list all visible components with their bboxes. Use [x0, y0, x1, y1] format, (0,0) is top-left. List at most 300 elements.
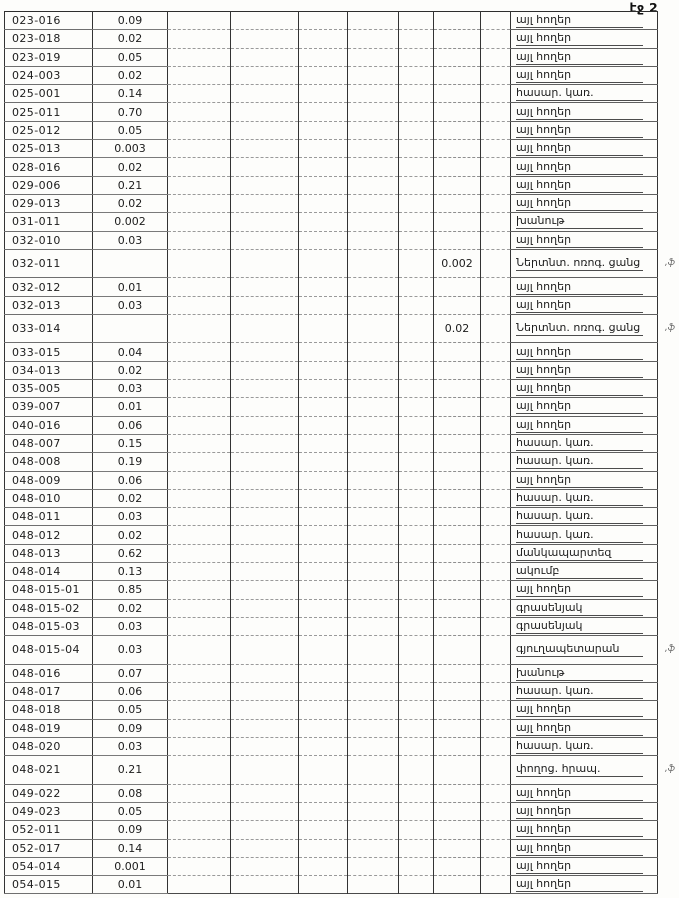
land-type-cell	[511, 30, 658, 48]
land-type-label: այլ հողեր	[516, 196, 643, 211]
empty-cell	[231, 278, 299, 296]
empty-cell	[231, 30, 299, 48]
empty-cell	[231, 636, 299, 665]
empty-cell	[481, 719, 511, 737]
land-type-cell	[511, 103, 658, 121]
area-value: 0.02	[93, 66, 168, 84]
land-type-cell	[511, 398, 658, 416]
table-row	[5, 617, 658, 635]
empty-cell	[299, 194, 348, 212]
land-type-label: այլ հողեր	[516, 822, 643, 837]
land-type-label: այլ հողեր	[516, 702, 643, 717]
empty-cell	[168, 416, 231, 434]
parcel-id: 033-015	[5, 343, 93, 361]
empty-cell	[168, 489, 231, 507]
land-type-label: այլ հողեր	[516, 582, 643, 597]
area-value: 0.01	[93, 876, 168, 894]
land-type-cell	[511, 617, 658, 635]
area-value	[93, 314, 168, 343]
area-value: 0.13	[93, 563, 168, 581]
area-value: 0.03	[93, 508, 168, 526]
land-type-cell	[511, 719, 658, 737]
empty-cell	[399, 158, 434, 176]
parcel-id: 034-013	[5, 361, 93, 379]
parcel-id: 048-015-03	[5, 617, 93, 635]
parcel-id: 048-020	[5, 737, 93, 755]
table-row	[5, 30, 658, 48]
secondary-area-value	[434, 876, 481, 894]
parcel-id: 048-009	[5, 471, 93, 489]
table-row	[5, 231, 658, 249]
empty-cell	[299, 857, 348, 875]
table-row	[5, 398, 658, 416]
land-type-cell	[511, 683, 658, 701]
empty-cell	[348, 48, 399, 66]
empty-cell	[348, 636, 399, 665]
table-row	[5, 471, 658, 489]
secondary-area-value	[434, 231, 481, 249]
empty-cell	[399, 664, 434, 682]
secondary-area-value	[434, 756, 481, 785]
area-value: 0.002	[93, 213, 168, 231]
empty-cell	[399, 176, 434, 194]
secondary-area-value	[434, 48, 481, 66]
empty-cell	[168, 701, 231, 719]
empty-cell	[481, 701, 511, 719]
land-type-label: հասար. կառ.	[516, 528, 643, 543]
land-type-label: ակումբ	[516, 564, 643, 579]
empty-cell	[348, 784, 399, 802]
secondary-area-value	[434, 471, 481, 489]
land-type-cell	[511, 380, 658, 398]
empty-cell	[231, 314, 299, 343]
empty-cell	[299, 821, 348, 839]
land-type-cell	[511, 857, 658, 875]
land-type-cell	[511, 471, 658, 489]
parcel-id: 048-015-01	[5, 581, 93, 599]
empty-cell	[348, 876, 399, 894]
empty-cell	[168, 12, 231, 30]
empty-cell	[231, 453, 299, 471]
land-type-cell	[511, 176, 658, 194]
secondary-area-value: 0.002	[434, 249, 481, 278]
empty-cell	[481, 296, 511, 314]
empty-cell	[231, 719, 299, 737]
empty-cell	[481, 66, 511, 84]
land-type-cell	[511, 121, 658, 139]
empty-cell	[168, 599, 231, 617]
empty-cell	[231, 839, 299, 857]
empty-cell	[481, 617, 511, 635]
empty-cell	[299, 453, 348, 471]
empty-cell	[231, 701, 299, 719]
table-row	[5, 821, 658, 839]
area-value: 0.15	[93, 434, 168, 452]
secondary-area-value	[434, 701, 481, 719]
land-type-label: այլ հողեր	[516, 178, 643, 193]
land-type-cell	[511, 784, 658, 802]
empty-cell	[299, 231, 348, 249]
empty-cell	[481, 213, 511, 231]
parcel-id: 032-011	[5, 249, 93, 278]
empty-cell	[348, 489, 399, 507]
parcel-id: 033-014	[5, 314, 93, 343]
secondary-area-value	[434, 664, 481, 682]
empty-cell	[348, 343, 399, 361]
land-type-cell	[511, 563, 658, 581]
table-row	[5, 636, 658, 665]
area-value: 0.85	[93, 581, 168, 599]
empty-cell	[399, 249, 434, 278]
empty-cell	[481, 12, 511, 30]
empty-cell	[399, 526, 434, 544]
empty-cell	[399, 544, 434, 562]
empty-cell	[399, 617, 434, 635]
land-type-label: այլ հողեր	[516, 141, 643, 156]
area-value: 0.01	[93, 278, 168, 296]
empty-cell	[299, 103, 348, 121]
parcel-id: 048-011	[5, 508, 93, 526]
empty-cell	[231, 48, 299, 66]
table-row	[5, 296, 658, 314]
empty-cell	[481, 581, 511, 599]
empty-cell	[231, 489, 299, 507]
margin-annotation-mark: ,ֆ	[664, 323, 675, 334]
empty-cell	[481, 121, 511, 139]
empty-cell	[299, 416, 348, 434]
land-type-cell	[511, 85, 658, 103]
empty-cell	[399, 66, 434, 84]
empty-cell	[481, 636, 511, 665]
empty-cell	[168, 398, 231, 416]
area-value: 0.07	[93, 664, 168, 682]
empty-cell	[399, 756, 434, 785]
empty-cell	[168, 664, 231, 682]
empty-cell	[168, 213, 231, 231]
empty-cell	[399, 599, 434, 617]
secondary-area-value	[434, 416, 481, 434]
secondary-area-value	[434, 719, 481, 737]
land-type-label: այլ հողեր	[516, 298, 643, 313]
empty-cell	[348, 12, 399, 30]
land-type-cell	[511, 701, 658, 719]
empty-cell	[481, 343, 511, 361]
empty-cell	[231, 213, 299, 231]
empty-cell	[231, 526, 299, 544]
empty-cell	[231, 380, 299, 398]
empty-cell	[348, 121, 399, 139]
empty-cell	[481, 85, 511, 103]
empty-cell	[481, 821, 511, 839]
empty-cell	[481, 508, 511, 526]
empty-cell	[399, 213, 434, 231]
parcel-id: 048-017	[5, 683, 93, 701]
empty-cell	[168, 737, 231, 755]
empty-cell	[481, 544, 511, 562]
empty-cell	[399, 343, 434, 361]
land-type-label: Ներտնտ. ոռոգ. ցանց	[516, 321, 643, 336]
empty-cell	[348, 508, 399, 526]
land-type-label: հասար. կառ.	[516, 86, 643, 101]
empty-cell	[348, 756, 399, 785]
empty-cell	[168, 526, 231, 544]
empty-cell	[348, 434, 399, 452]
empty-cell	[168, 103, 231, 121]
land-type-label: այլ հողեր	[516, 50, 643, 65]
empty-cell	[399, 839, 434, 857]
empty-cell	[299, 701, 348, 719]
empty-cell	[348, 158, 399, 176]
table-row	[5, 278, 658, 296]
parcel-id: 025-011	[5, 103, 93, 121]
empty-cell	[168, 121, 231, 139]
empty-cell	[299, 581, 348, 599]
empty-cell	[299, 314, 348, 343]
parcel-id: 048-012	[5, 526, 93, 544]
empty-cell	[231, 664, 299, 682]
land-type-cell	[511, 249, 675, 278]
empty-cell	[168, 314, 231, 343]
empty-cell	[399, 719, 434, 737]
empty-cell	[481, 453, 511, 471]
area-value: 0.06	[93, 416, 168, 434]
land-type-cell	[511, 599, 658, 617]
empty-cell	[348, 380, 399, 398]
empty-cell	[299, 508, 348, 526]
empty-cell	[399, 876, 434, 894]
table-row	[5, 664, 658, 682]
secondary-area-value	[434, 194, 481, 212]
empty-cell	[168, 876, 231, 894]
land-type-label: այլ հողեր	[516, 280, 643, 295]
secondary-area-value	[434, 278, 481, 296]
parcel-id: 025-012	[5, 121, 93, 139]
empty-cell	[348, 599, 399, 617]
secondary-area-value	[434, 581, 481, 599]
land-type-label: այլ հողեր	[516, 13, 643, 28]
empty-cell	[399, 380, 434, 398]
land-type-label: այլ հողեր	[516, 31, 643, 46]
land-type-label: այլ հողեր	[516, 877, 643, 892]
empty-cell	[168, 471, 231, 489]
land-type-cell	[511, 140, 658, 158]
land-parcel-table	[4, 11, 675, 894]
empty-cell	[399, 802, 434, 820]
empty-cell	[399, 453, 434, 471]
empty-cell	[231, 617, 299, 635]
empty-cell	[399, 30, 434, 48]
area-value: 0.003	[93, 140, 168, 158]
land-type-cell	[511, 278, 658, 296]
empty-cell	[299, 296, 348, 314]
empty-cell	[231, 756, 299, 785]
empty-cell	[231, 103, 299, 121]
empty-cell	[348, 821, 399, 839]
area-value: 0.001	[93, 857, 168, 875]
table-row	[5, 581, 658, 599]
parcel-id: 048-010	[5, 489, 93, 507]
land-type-cell	[511, 361, 658, 379]
empty-cell	[168, 249, 231, 278]
table-row	[5, 508, 658, 526]
table-row	[5, 563, 658, 581]
parcel-id: 048-015-04	[5, 636, 93, 665]
empty-cell	[399, 821, 434, 839]
area-value: 0.05	[93, 121, 168, 139]
land-type-cell	[511, 636, 675, 665]
empty-cell	[168, 176, 231, 194]
empty-cell	[231, 876, 299, 894]
empty-cell	[231, 599, 299, 617]
secondary-area-value	[434, 343, 481, 361]
empty-cell	[168, 802, 231, 820]
empty-cell	[299, 398, 348, 416]
area-value: 0.21	[93, 176, 168, 194]
parcel-id: 048-014	[5, 563, 93, 581]
table-row	[5, 176, 658, 194]
area-value: 0.19	[93, 453, 168, 471]
table-row	[5, 103, 658, 121]
table-row	[5, 599, 658, 617]
margin-annotation-mark: ,ֆ	[664, 258, 675, 269]
empty-cell	[348, 471, 399, 489]
area-value: 0.05	[93, 701, 168, 719]
empty-cell	[168, 784, 231, 802]
table-row	[5, 343, 658, 361]
land-type-cell	[511, 416, 658, 434]
empty-cell	[168, 434, 231, 452]
land-type-cell	[511, 12, 658, 30]
empty-cell	[348, 581, 399, 599]
parcel-id: 048-019	[5, 719, 93, 737]
page-number: էջ 2	[629, 0, 658, 15]
table-row	[5, 784, 658, 802]
area-value: 0.02	[93, 526, 168, 544]
land-type-label: հասար. կառ.	[516, 739, 643, 754]
empty-cell	[231, 66, 299, 84]
land-type-cell	[511, 434, 658, 452]
empty-cell	[299, 434, 348, 452]
empty-cell	[231, 361, 299, 379]
empty-cell	[231, 12, 299, 30]
secondary-area-value	[434, 737, 481, 755]
land-type-cell	[511, 296, 658, 314]
land-type-cell	[511, 581, 658, 599]
empty-cell	[231, 544, 299, 562]
area-value: 0.01	[93, 398, 168, 416]
parcel-id: 049-022	[5, 784, 93, 802]
empty-cell	[348, 453, 399, 471]
empty-cell	[299, 876, 348, 894]
empty-cell	[231, 802, 299, 820]
empty-cell	[481, 416, 511, 434]
parcel-id: 048-008	[5, 453, 93, 471]
land-type-cell	[511, 802, 658, 820]
empty-cell	[168, 839, 231, 857]
parcel-id: 052-011	[5, 821, 93, 839]
table-row	[5, 380, 658, 398]
parcel-id: 032-010	[5, 231, 93, 249]
land-type-cell	[511, 231, 658, 249]
empty-cell	[299, 683, 348, 701]
table-row	[5, 249, 658, 278]
empty-cell	[348, 398, 399, 416]
parcel-id: 048-016	[5, 664, 93, 682]
parcel-id: 029-006	[5, 176, 93, 194]
land-type-label: այլ հողեր	[516, 786, 643, 801]
empty-cell	[231, 683, 299, 701]
table-row	[5, 489, 658, 507]
parcel-id: 031-011	[5, 213, 93, 231]
empty-cell	[231, 737, 299, 755]
empty-cell	[481, 249, 511, 278]
empty-cell	[399, 85, 434, 103]
parcel-id: 035-005	[5, 380, 93, 398]
secondary-area-value	[434, 857, 481, 875]
area-value: 0.03	[93, 296, 168, 314]
parcel-id: 048-021	[5, 756, 93, 785]
parcel-id: 054-014	[5, 857, 93, 875]
empty-cell	[168, 140, 231, 158]
empty-cell	[299, 617, 348, 635]
empty-cell	[299, 489, 348, 507]
empty-cell	[481, 599, 511, 617]
table-row	[5, 434, 658, 452]
land-type-label: հասար. կառ.	[516, 454, 643, 469]
land-type-label: այլ հողեր	[516, 721, 643, 736]
land-type-cell	[511, 876, 658, 894]
secondary-area-value	[434, 213, 481, 231]
empty-cell	[399, 121, 434, 139]
area-value	[93, 249, 168, 278]
area-value: 0.06	[93, 683, 168, 701]
table-row	[5, 526, 658, 544]
empty-cell	[168, 683, 231, 701]
land-type-label: այլ հողեր	[516, 473, 643, 488]
land-type-label: այլ հողեր	[516, 345, 643, 360]
area-value: 0.02	[93, 194, 168, 212]
empty-cell	[168, 361, 231, 379]
empty-cell	[299, 544, 348, 562]
empty-cell	[299, 664, 348, 682]
empty-cell	[348, 361, 399, 379]
empty-cell	[168, 636, 231, 665]
empty-cell	[348, 737, 399, 755]
area-value: 0.02	[93, 30, 168, 48]
empty-cell	[348, 140, 399, 158]
margin-annotation-mark: ,ֆ	[664, 764, 675, 775]
area-value: 0.02	[93, 599, 168, 617]
empty-cell	[299, 737, 348, 755]
land-type-cell	[511, 194, 658, 212]
table-row	[5, 876, 658, 894]
empty-cell	[168, 508, 231, 526]
empty-cell	[168, 857, 231, 875]
table-row	[5, 857, 658, 875]
secondary-area-value	[434, 821, 481, 839]
parcel-id: 048-007	[5, 434, 93, 452]
empty-cell	[168, 453, 231, 471]
empty-cell	[348, 176, 399, 194]
land-type-cell	[511, 343, 658, 361]
empty-cell	[168, 66, 231, 84]
empty-cell	[399, 701, 434, 719]
empty-cell	[168, 821, 231, 839]
empty-cell	[168, 296, 231, 314]
empty-cell	[168, 158, 231, 176]
empty-cell	[168, 581, 231, 599]
area-value: 0.06	[93, 471, 168, 489]
